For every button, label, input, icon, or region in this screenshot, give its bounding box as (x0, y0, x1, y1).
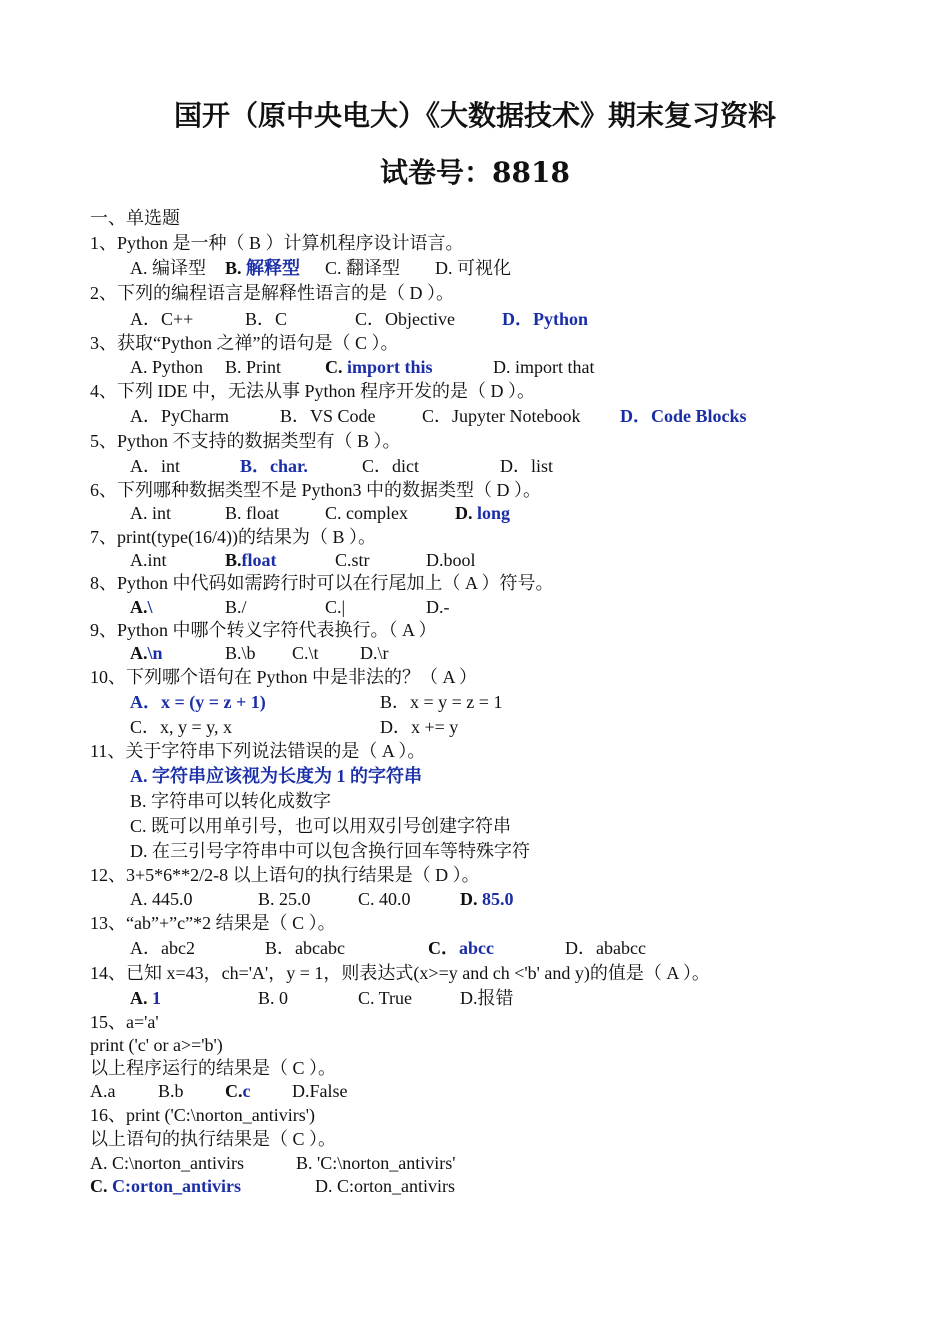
option-b: B. 'C:\norton_antivirs' (296, 1153, 456, 1173)
question-8-stem: 8、Python 中代码如需跨行时可以在行尾加上（ A ）符号。 (90, 573, 554, 593)
option-c (225, 1080, 251, 1102)
option-b (240, 455, 308, 477)
exam-number: 试卷号：8818 (380, 156, 570, 189)
answer-letter: D． (502, 309, 533, 329)
question-11-option-b: B. 字符串可以转化成数字 (130, 791, 332, 811)
option-d: D. C:orton_antivirs (315, 1176, 455, 1196)
option-b: B./ (225, 597, 247, 617)
option-a: A．x = (y = z + 1) (130, 692, 266, 712)
option-a: A. 编译型 (130, 258, 206, 278)
option-b (225, 549, 277, 571)
answer-letter: A. (130, 988, 148, 1008)
option-a: A. int (130, 503, 172, 523)
option-c: C. 翻译型 (325, 258, 401, 278)
answer-letter: D. (460, 889, 478, 909)
option-a: A. 445.0 (130, 889, 193, 909)
option-d: D．x += y (380, 717, 459, 737)
option-d (502, 308, 588, 330)
option-a (130, 987, 161, 1009)
answer-text: 1 (152, 988, 161, 1008)
question-15-line-2: print ('c' or a>='b') (90, 1035, 223, 1055)
option-c: C. True (358, 988, 413, 1008)
option-a (130, 596, 153, 618)
option-c (325, 356, 433, 378)
option-c: C.str (335, 550, 370, 570)
option-a: A．C++ (130, 309, 194, 329)
option-a: A. Python (130, 357, 204, 377)
question-14-stem: 14、已知 x=43，ch='A'，y = 1，则表达式(x>=y and ch <'b' and y)的值是（ A ）。 (90, 963, 710, 983)
answer-text: C:orton_antivirs (112, 1176, 241, 1196)
option-d: D.报错 (460, 988, 514, 1008)
option-b: B．C (245, 309, 288, 329)
answer-text: char. (270, 456, 308, 476)
answer-letter: C. (90, 1176, 108, 1196)
option-c: C.\t (292, 643, 319, 663)
option-b (225, 257, 300, 279)
option-a (130, 642, 163, 664)
option-a: A. C:\norton_antivirs (90, 1153, 244, 1173)
option-b: B．x = y = z = 1 (380, 692, 503, 712)
option-b: B．VS Code (280, 406, 376, 426)
option-b: B. float (225, 503, 279, 523)
option-d: D.bool (426, 550, 476, 570)
option-d: D.\r (360, 643, 389, 663)
question-3-stem: 3、获取“Python 之禅”的语句是（ C ）。 (90, 333, 399, 353)
option-c: C. complex (325, 503, 408, 523)
question-1-stem: 1、Python 是一种（ B ）计算机程序设计语言。 (90, 233, 464, 253)
option-b: B. 0 (258, 988, 289, 1008)
answer-text: Python (533, 309, 589, 329)
question-11-option-d: D. 在三引号字符串中可以包含换行回车等特殊字符 (130, 841, 530, 861)
section-heading: 一、单选题 (90, 208, 180, 228)
option-d: D.False (292, 1081, 348, 1101)
answer-text: c (242, 1081, 251, 1101)
question-10-stem: 10、下列哪个语句在 Python 中是非法的？（ A ） (90, 667, 478, 687)
option-d: D. 可视化 (435, 258, 511, 278)
option-d (455, 502, 510, 524)
question-9-stem: 9、Python 中哪个转义字符代表换行。（ A ） (90, 620, 437, 640)
document-title: 国开（原中央电大）《大数据技术》期末复习资料 (173, 99, 776, 132)
option-b: B. 25.0 (258, 889, 311, 909)
answer-letter: A. (130, 643, 148, 663)
answer-text: abcc (459, 938, 494, 958)
question-16-line-2: 以上语句的执行结果是（ C ）。 (90, 1129, 337, 1149)
question-11-option-a: A. 字符串应该视为长度为 1 的字符串 (130, 766, 422, 786)
option-a: A．int (130, 456, 181, 476)
question-15-line-3: 以上程序运行的结果是（ C ）。 (90, 1058, 337, 1078)
answer-letter: C. (325, 357, 343, 377)
option-c: C．Objective (355, 309, 455, 329)
answer-letter: B. (225, 258, 242, 278)
answer-letter: B. (225, 550, 242, 570)
option-c: C. 40.0 (358, 889, 411, 909)
answer-letter: C. (225, 1081, 243, 1101)
question-16-line-1: 16、print ('C:\norton_antivirs') (90, 1105, 315, 1125)
answer-letter: D. (455, 503, 473, 523)
question-4-stem: 4、下列 IDE 中，无法从事 Python 程序开发的是（ D ）。 (90, 381, 535, 401)
question-11-option-c: C. 既可以用单引号，也可以用双引号创建字符串 (130, 816, 512, 836)
option-b: B.\b (225, 643, 256, 663)
option-c: C．dict (362, 456, 419, 476)
option-a: A．abc2 (130, 938, 195, 958)
option-a: A.a (90, 1081, 116, 1101)
answer-text: 85.0 (482, 889, 514, 909)
answer-text: float (241, 550, 277, 570)
question-12-stem: 12、3+5*6**2/2-8 以上语句的执行结果是（ D ）。 (90, 865, 480, 885)
answer-letter: D． (620, 406, 651, 426)
option-d: D．list (500, 456, 554, 476)
option-b: B. Print (225, 357, 282, 377)
option-c (428, 937, 494, 959)
option-d (620, 405, 747, 427)
option-c: C．Jupyter Notebook (422, 406, 581, 426)
answer-text: long (477, 503, 511, 523)
option-b: B.b (158, 1081, 184, 1101)
option-a: A.int (130, 550, 167, 570)
option-b: B．abcabc (265, 938, 345, 958)
question-15-line-1: 15、a='a' (90, 1012, 159, 1032)
question-7-stem: 7、print(type(16/4))的结果为（ B ）。 (90, 527, 376, 547)
question-13-stem: 13、“ab”+”c”*2 结果是（ C ）。 (90, 913, 336, 933)
option-c (90, 1175, 241, 1197)
answer-text: Code Blocks (651, 406, 747, 426)
answer-letter: C． (428, 938, 459, 958)
option-c: C.| (325, 597, 346, 617)
question-5-stem: 5、Python 不支持的数据类型有（ B ）。 (90, 431, 401, 451)
option-d: D．ababcc (565, 938, 646, 958)
answer-text: \ (147, 597, 153, 617)
option-c: C．x, y = y, x (130, 717, 232, 737)
option-a: A．PyCharm (130, 406, 229, 426)
answer-text: import this (347, 357, 433, 377)
option-d (460, 888, 514, 910)
question-11-stem: 11、关于字符串下列说法错误的是（ A ）。 (90, 741, 426, 761)
answer-text: \n (147, 643, 163, 663)
option-d: D.- (426, 597, 450, 617)
answer-letter: A. (130, 597, 148, 617)
answer-text: 解释型 (246, 258, 301, 278)
option-d: D. import that (493, 357, 595, 377)
question-2-stem: 2、下列的编程语言是解释性语言的是（ D ）。 (90, 283, 454, 303)
answer-letter: B． (240, 456, 271, 476)
question-6-stem: 6、下列哪种数据类型不是 Python3 中的数据类型（ D ）。 (90, 480, 542, 500)
